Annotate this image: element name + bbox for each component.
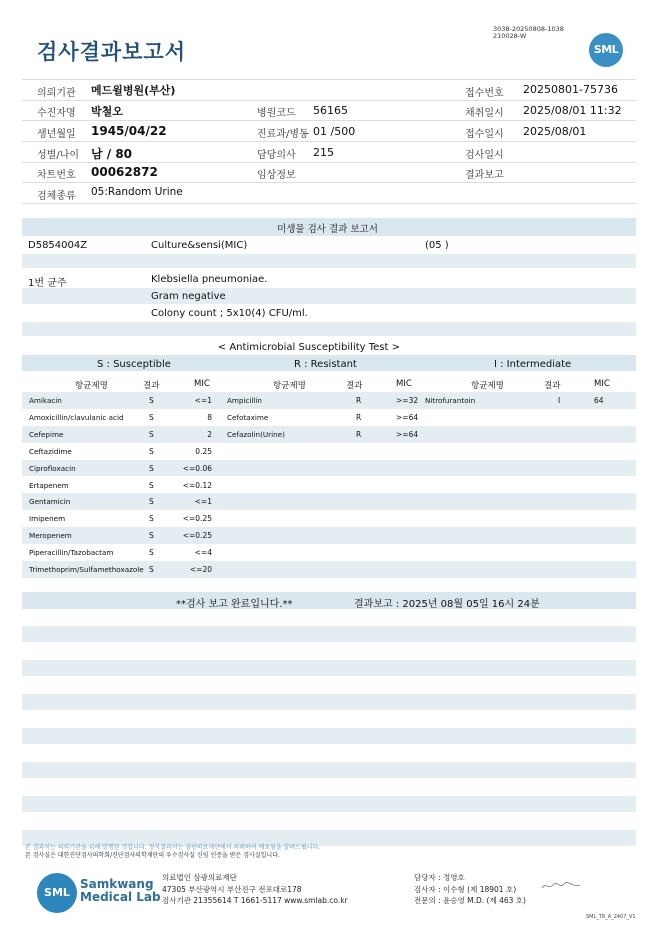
footer-brand	[80, 878, 161, 904]
chart-value: 00062872	[91, 165, 158, 179]
table-cell-result: R	[356, 396, 362, 405]
empty-row-stripe	[22, 796, 636, 812]
table-cell-mic: 64	[594, 396, 604, 405]
table-cell-result: S	[149, 480, 154, 490]
col-mic-header: MIC	[396, 379, 412, 389]
col-result-header: 결과	[544, 381, 561, 391]
table-cell-drug: Trimethoprim/Sulfamethoxazole	[29, 565, 144, 574]
report-time: 결과보고 : 2025년 08월 05일 16시 24분	[354, 599, 540, 610]
table-cell-mic: >=64	[396, 429, 419, 439]
institution-label: 의뢰기관	[37, 88, 76, 99]
footer-org: 의료법인 삼광의료재단	[162, 873, 237, 882]
table-row-stripe	[22, 460, 636, 477]
divider	[22, 203, 636, 204]
organism-name: Klebsiella pneumoniae.	[151, 274, 268, 285]
colony-count: Colony count ; 5x10(4) CFU/ml.	[151, 308, 308, 319]
birth-value: 1945/04/22	[91, 124, 167, 138]
table-cell-result: I	[558, 396, 561, 405]
table-cell-drug: Ertapenem	[29, 480, 69, 490]
table-cell-mic: <=20	[189, 565, 212, 574]
col-drug-header: 항균제명	[75, 381, 108, 391]
divider	[22, 162, 636, 163]
table-row-stripe	[22, 392, 636, 409]
table-cell-result: S	[149, 565, 154, 574]
receipt-no-label: 접수번호	[465, 88, 504, 99]
legend-susceptible: S : Susceptible	[97, 359, 171, 370]
row-band	[22, 288, 636, 304]
table-cell-mic: 8	[207, 412, 212, 422]
table-cell-result: S	[149, 412, 154, 422]
table-cell-mic: <=1	[194, 396, 212, 405]
table-cell-mic: 0.25	[195, 446, 212, 456]
empty-row-stripe	[22, 694, 636, 710]
table-cell-result: S	[149, 396, 154, 405]
footer-manager: 담당자 : 정영호	[414, 873, 465, 882]
test-number: (05 )	[425, 240, 449, 251]
table-cell-drug: Cefazolin(Urine)	[227, 429, 285, 439]
divider	[22, 120, 636, 121]
section-title: 미생물 검사 결과 보고서	[277, 224, 378, 235]
footer-tester: 검사자 : 이수형 (제 18901 호)	[414, 885, 517, 894]
sex-value: 남 / 80	[91, 147, 133, 161]
empty-row-stripe	[22, 660, 636, 676]
doctor-label: 담당의사	[257, 150, 296, 161]
empty-row-stripe	[22, 728, 636, 744]
hospital-code-value: 56165	[313, 104, 348, 117]
table-cell-result: R	[356, 412, 362, 422]
institution-value: 메드윌병원(부산)	[91, 84, 176, 97]
clinical-label: 임상정보	[257, 170, 296, 181]
specimen-label: 검체종류	[37, 191, 76, 202]
organism-label: 1번 균주	[28, 278, 67, 289]
col-mic-header: MIC	[194, 379, 210, 389]
divider	[22, 182, 636, 183]
divider	[22, 100, 636, 101]
row-band	[22, 322, 636, 336]
col-drug-header: 항균제명	[471, 381, 504, 391]
notice-line1: 본 결과지는 의뢰기관을 위해 발행된 것입니다. 정식결과지는 삼광의료재단에서 의뢰하여 배포됨을 알려드립니다.	[25, 844, 321, 851]
footer-brand-line1: Samkwang	[80, 877, 154, 891]
table-cell-result: S	[149, 548, 154, 558]
table-cell-drug: Amoxicillin/clavulanic acid	[29, 412, 124, 422]
form-id: SML_TR_A_2407_V1	[586, 914, 636, 920]
table-cell-mic: <=1	[194, 497, 212, 507]
table-cell-mic: >=64	[396, 412, 419, 422]
receipt-no-value: 20250801-75736	[523, 83, 618, 96]
table-cell-result: S	[149, 463, 154, 473]
footer-address: 47305 부산광역시 부산진구 전포대로178	[162, 885, 302, 894]
footer-specialist: 전문의 : 윤승영 M.D. (제 463 호)	[414, 896, 526, 905]
document-id-line2: 210028-W	[493, 32, 527, 40]
test-date-label: 검사일시	[465, 150, 504, 161]
table-cell-drug: Cefotaxime	[227, 412, 269, 422]
test-code: D5854004Z	[28, 240, 88, 251]
table-cell-drug: Cefepime	[29, 429, 64, 439]
doctor-value: 215	[313, 146, 334, 159]
table-cell-result: R	[356, 429, 362, 439]
patient-value: 박철오	[91, 105, 123, 118]
collect-value: 2025/08/01 11:32	[523, 104, 622, 117]
collect-label: 채취일시	[465, 108, 504, 119]
notice-line2: 본 검사실은 대한진단검사의학회/진단검사의학재단의 우수검사실 신임 인증을 받은 검사실입니다.	[25, 852, 280, 859]
row-band	[22, 254, 636, 268]
document-id	[493, 26, 564, 40]
col-drug-header: 항균제명	[273, 381, 306, 391]
ast-title: < Antimicrobial Susceptibility Test >	[217, 342, 400, 353]
table-cell-drug: Imipenem	[29, 514, 66, 524]
document-id-line1: 3038-20250808-1038	[493, 25, 564, 33]
col-mic-header: MIC	[594, 379, 610, 389]
divider	[22, 141, 636, 142]
table-cell-result: S	[149, 446, 154, 456]
signature	[540, 880, 582, 892]
table-cell-mic: <=0.25	[182, 514, 212, 524]
table-row-stripe	[22, 493, 636, 510]
patient-label: 수진자명	[37, 108, 76, 119]
gram-stain: Gram negative	[151, 291, 226, 302]
table-cell-result: S	[149, 429, 154, 439]
hospital-code-label: 병원코드	[257, 108, 296, 119]
table-cell-drug: Amikacin	[29, 396, 62, 405]
chart-label: 차트번호	[37, 170, 76, 181]
sml-logo: SML	[589, 33, 623, 67]
table-cell-mic: <=4	[194, 548, 212, 558]
completion-band	[22, 592, 636, 609]
footer-contact: 검사기관 21355614 T 1661-5117 www.smlab.co.kr	[162, 896, 348, 905]
col-result-header: 결과	[346, 381, 363, 391]
table-cell-result: S	[149, 497, 154, 507]
table-cell-result: S	[149, 531, 154, 541]
sex-label: 성별/나이	[37, 150, 80, 161]
table-row-stripe	[22, 426, 636, 443]
col-result-header: 결과	[143, 381, 160, 391]
divider	[22, 79, 636, 80]
table-cell-drug: Meropenem	[29, 531, 72, 541]
table-cell-mic: <=0.25	[182, 531, 212, 541]
legend-intermediate: I : Intermediate	[494, 359, 572, 370]
report-complete: **검사 보고 완료입니다.**	[176, 599, 293, 610]
page-title: 검사결과보고서	[37, 40, 187, 64]
specimen-value: 05:Random Urine	[91, 186, 183, 198]
footer-brand-line2: Medical Lab	[80, 890, 161, 904]
empty-row-stripe	[22, 762, 636, 778]
table-cell-mic: 2	[207, 429, 212, 439]
report-label: 결과보고	[465, 170, 504, 181]
table-row-stripe	[22, 527, 636, 544]
table-cell-drug: Ceftazidime	[29, 446, 72, 456]
dept-value: 01 /500	[313, 125, 356, 138]
table-cell-mic: <=0.12	[182, 480, 212, 490]
footer-sml-logo: SML	[37, 873, 77, 913]
table-cell-drug: Nitrofurantoin	[425, 396, 476, 405]
empty-row-stripe	[22, 626, 636, 642]
table-cell-mic: >=32	[396, 396, 419, 405]
receipt-date-label: 접수일시	[465, 129, 504, 140]
table-cell-drug: Ampicillin	[227, 396, 262, 405]
table-cell-mic: <=0.06	[182, 463, 212, 473]
table-cell-drug: Piperacillin/Tazobactam	[29, 548, 114, 558]
birth-label: 생년월일	[37, 129, 76, 140]
table-cell-drug: Ciprofloxacin	[29, 463, 76, 473]
table-cell-result: S	[149, 514, 154, 524]
table-cell-drug: Gentamicin	[29, 497, 71, 507]
legend-resistant: R : Resistant	[294, 359, 357, 370]
test-name: Culture&sensi(MIC)	[151, 240, 248, 251]
dept-label: 진료과/병동	[257, 129, 309, 140]
receipt-date-value: 2025/08/01	[523, 125, 587, 138]
